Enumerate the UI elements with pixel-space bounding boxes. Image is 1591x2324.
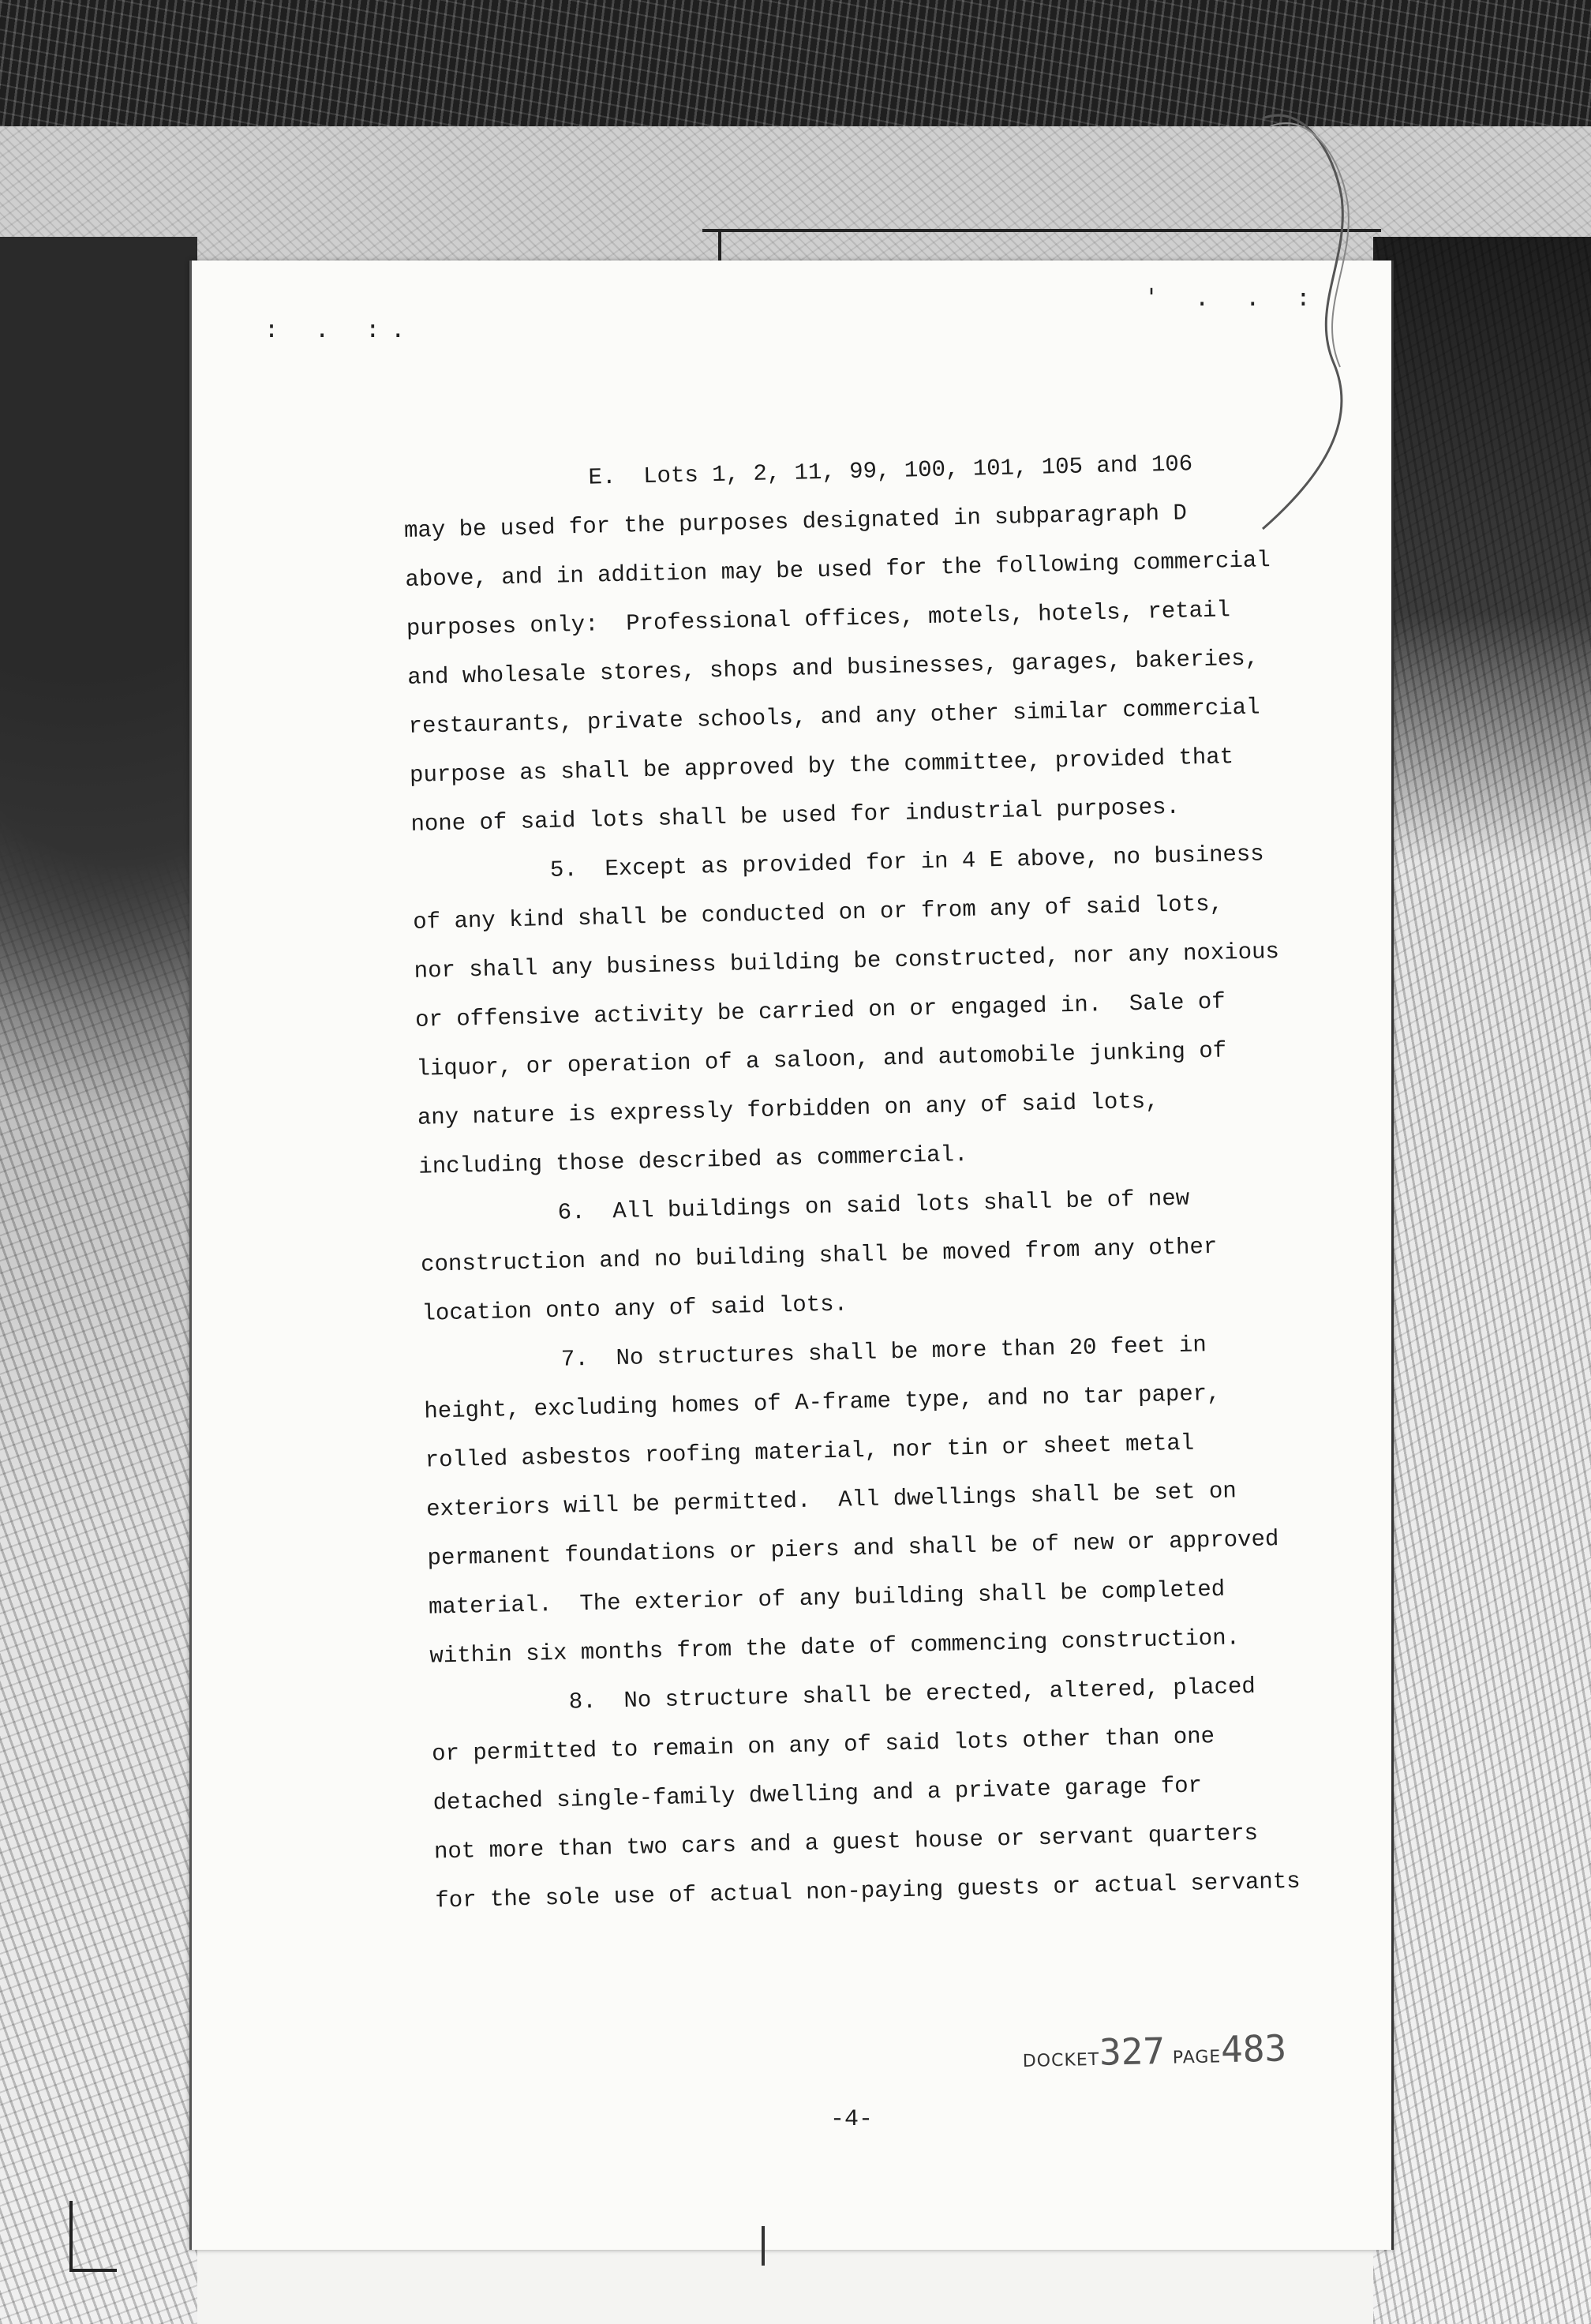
docket-number: 327: [1099, 2029, 1166, 2074]
speck-marks: : . :.: [264, 316, 417, 343]
text-line: permanent foundations or piers and shall be of new or approved: [427, 1526, 1279, 1572]
text-line: 8. No structure shall be erected, altered, placed: [568, 1673, 1256, 1715]
speck-marks: ' . . :: [1144, 284, 1322, 312]
text-line: nor shall any business building be constructed, nor any noxious: [414, 938, 1280, 984]
scanner-background-right: [1373, 237, 1591, 2324]
text-line: height, excluding homes of A-frame type, and no tar paper,: [424, 1380, 1221, 1425]
text-line: not more than two cars and a guest house or servant quarters: [433, 1820, 1259, 1865]
page-label: PAGE: [1172, 2047, 1222, 2068]
text-line: including those described as commercial.: [418, 1141, 968, 1180]
text-line: or offensive activity be carried on or engaged in. Sale of: [414, 988, 1226, 1033]
bottom-tick-mark: [762, 2226, 765, 2266]
text-line: rolled asbestos roofing material, nor tin or sheet metal: [425, 1430, 1195, 1474]
text-line: within six months from the date of commencing construction.: [429, 1625, 1241, 1670]
docket-stamp: [1022, 2026, 1287, 2075]
text-line: of any kind shall be conducted on or from any of said lots,: [412, 890, 1224, 935]
scanner-background-left: [0, 237, 197, 2324]
text-line: 7. No structures shall be more than 20 feet in: [560, 1332, 1207, 1373]
text-line: may be used for the purposes designated in subparagraph D: [403, 500, 1188, 544]
document-body: [402, 437, 1383, 1926]
text-line: purpose as shall be approved by the committee, provided that: [409, 744, 1234, 789]
text-line: location onto any of said lots.: [421, 1291, 848, 1327]
text-line: detached single-family dwelling and a private garage for: [432, 1772, 1203, 1816]
text-line: purposes only: Professional offices, motels, hotels, retail: [406, 597, 1231, 642]
text-line: and wholesale stores, shops and businesses, garages, bakeries,: [406, 645, 1260, 691]
text-line: material. The exterior of any building shall be completed: [428, 1576, 1226, 1621]
text-line: 6. All buildings on said lots shall be of new: [557, 1185, 1190, 1226]
text-line: any nature is expressly forbidden on any of said lots,: [417, 1088, 1159, 1131]
text-line: exteriors will be permitted. All dwellings shall be set on: [425, 1478, 1237, 1523]
text-line: none of said lots shall be used for industrial purposes.: [410, 793, 1181, 838]
text-line: above, and in addition may be used for the following commercial: [405, 547, 1271, 593]
text-line: or permitted to remain on any of said lots other than one: [431, 1723, 1215, 1767]
docket-label: DOCKET: [1022, 2049, 1100, 2071]
text-line: restaurants, private schools, and any other similar commercial: [408, 694, 1260, 740]
text-line: liquor, or operation of a saloon, and automobile junking of: [416, 1037, 1227, 1082]
text-line: for the sole use of actual non-paying guests or actual servants: [435, 1868, 1301, 1914]
page-number: -4-: [830, 2106, 874, 2133]
text-line: construction and no building shall be moved from any other: [420, 1233, 1218, 1278]
corner-crop-mark: [69, 2201, 117, 2272]
text-line: 5. Except as provided for in 4 E above, no business: [549, 841, 1264, 883]
text-line: E. Lots 1, 2, 11, 99, 100, 101, 105 and 106: [588, 451, 1193, 491]
docket-page-number: 483: [1220, 2026, 1287, 2071]
